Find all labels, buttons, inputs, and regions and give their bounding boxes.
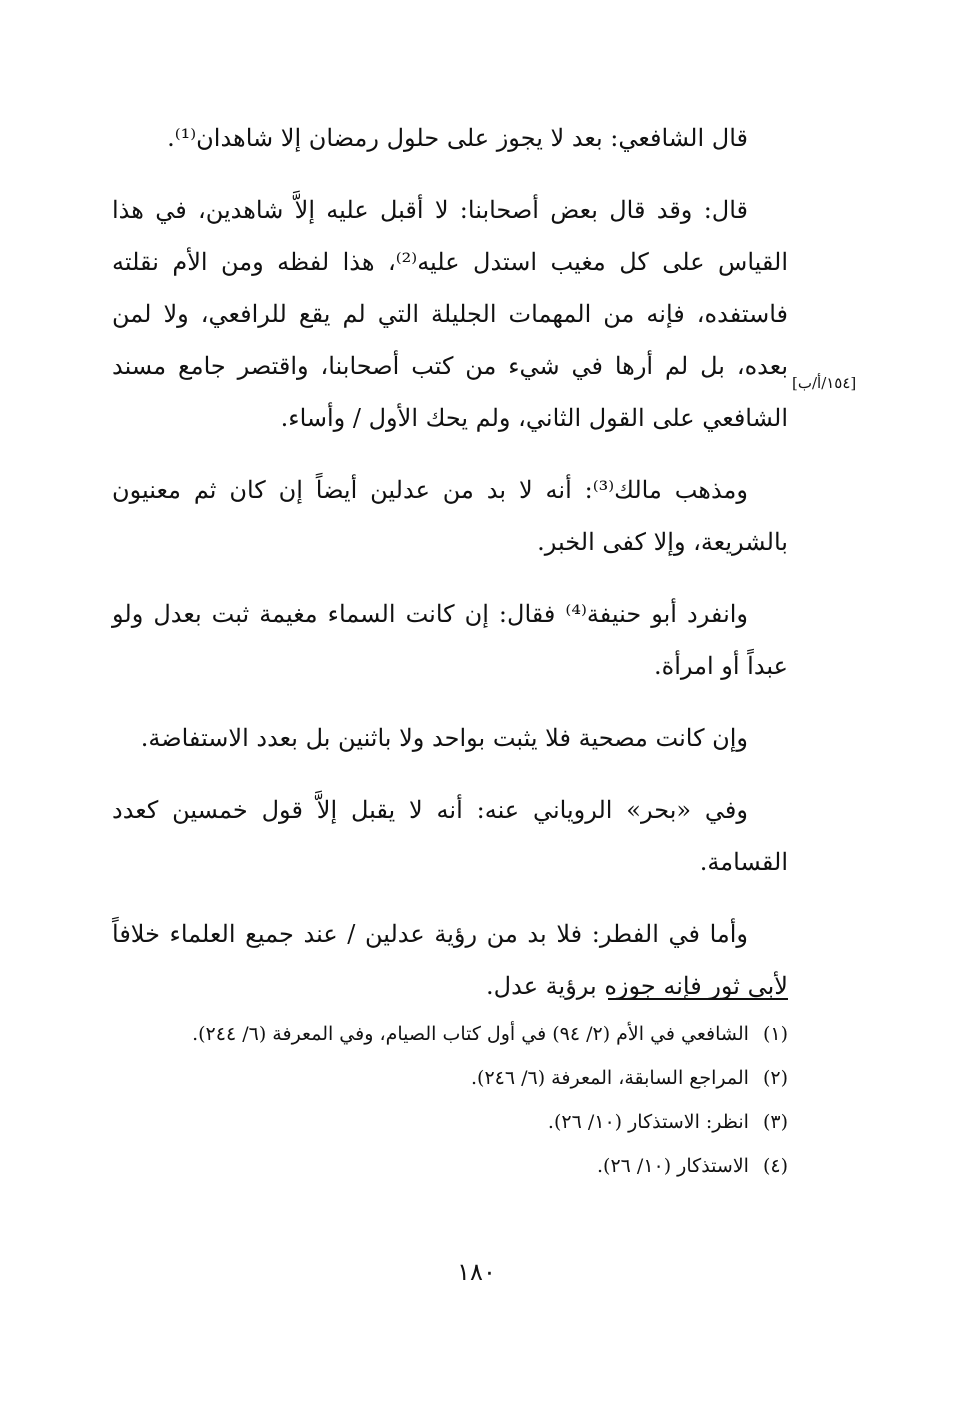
footnote-number: (١) bbox=[762, 1023, 788, 1045]
main-text bbox=[112, 112, 788, 1032]
footnote-number: (٣) bbox=[762, 1111, 788, 1133]
footnote-item bbox=[112, 1100, 788, 1144]
footnote-text: المراجع السابقة، المعرفة (٦/ ٢٤٦). bbox=[470, 1067, 749, 1089]
paragraph: وفي «بحر» الروياني عنه: أنه لا يقبل إلاَّ قول خمسين كعدد القسامة. bbox=[112, 796, 788, 876]
footnote-item bbox=[112, 1056, 788, 1100]
paragraph: وأما في الفطر: فلا بد من رؤية عدلين / عند جميع العلماء خلافاً لأبي ثور فإنه جوزه برؤية عدل. bbox=[112, 920, 788, 1000]
footnotes bbox=[112, 1012, 788, 1188]
footnote-item bbox=[112, 1012, 788, 1056]
folio-margin-note: [١٥٤/أ/ب] bbox=[792, 374, 857, 392]
footnote-number: (٤) bbox=[762, 1155, 788, 1177]
footnote-number: (٢) bbox=[762, 1067, 788, 1089]
paragraph: وإن كانت مصحية فلا يثبت بواحد ولا باثنين بل بعدد الاستفاضة. bbox=[140, 724, 748, 752]
footnote-divider bbox=[608, 998, 788, 1000]
footnote-text: الشافعي في الأم (٢/ ٩٤) في أول كتاب الصيام، وفي المعرفة (٦/ ٢٤٤). bbox=[192, 1023, 749, 1045]
paragraph: قال: وقد قال بعض أصحابنا: لا أقبل عليه إلاَّ شاهدين، في هذا القياس على كل مغيب استدل عليه⁽²⁾، هذا لفظه ومن الأم نقلته فاستفده، فإنه من المهمات الجليلة التي لم يقع للرافعي، ولا لمن بعده، بل لم أرها في شيء من كتب أصحابنا، واقتصر جامع مسند الشافعي على القول الثاني، ولم يحك الأول / وأساء. bbox=[112, 196, 788, 432]
paragraph: وانفرد أبو حنيفة⁽⁴⁾ فقال: إن كانت السماء مغيمة ثبت بعدل ولو عبداً أو امرأة. bbox=[112, 600, 788, 680]
footnote-item bbox=[112, 1144, 788, 1188]
paragraph: قال الشافعي: بعد لا يجوز على حلول رمضان إلا شاهدان⁽¹⁾. bbox=[167, 124, 748, 152]
paragraph: ومذهب مالك⁽³⁾: أنه لا بد من عدلين أيضاً إن كان ثم معنيون بالشريعة، وإلا كفى الخبر. bbox=[112, 476, 788, 556]
page-number: ١٨٠ bbox=[457, 1258, 496, 1286]
footnote-text: انظر: الاستذكار (١٠/ ٢٦). bbox=[547, 1111, 749, 1133]
footnote-text: الاستذكار (١٠/ ٢٦). bbox=[596, 1155, 749, 1177]
